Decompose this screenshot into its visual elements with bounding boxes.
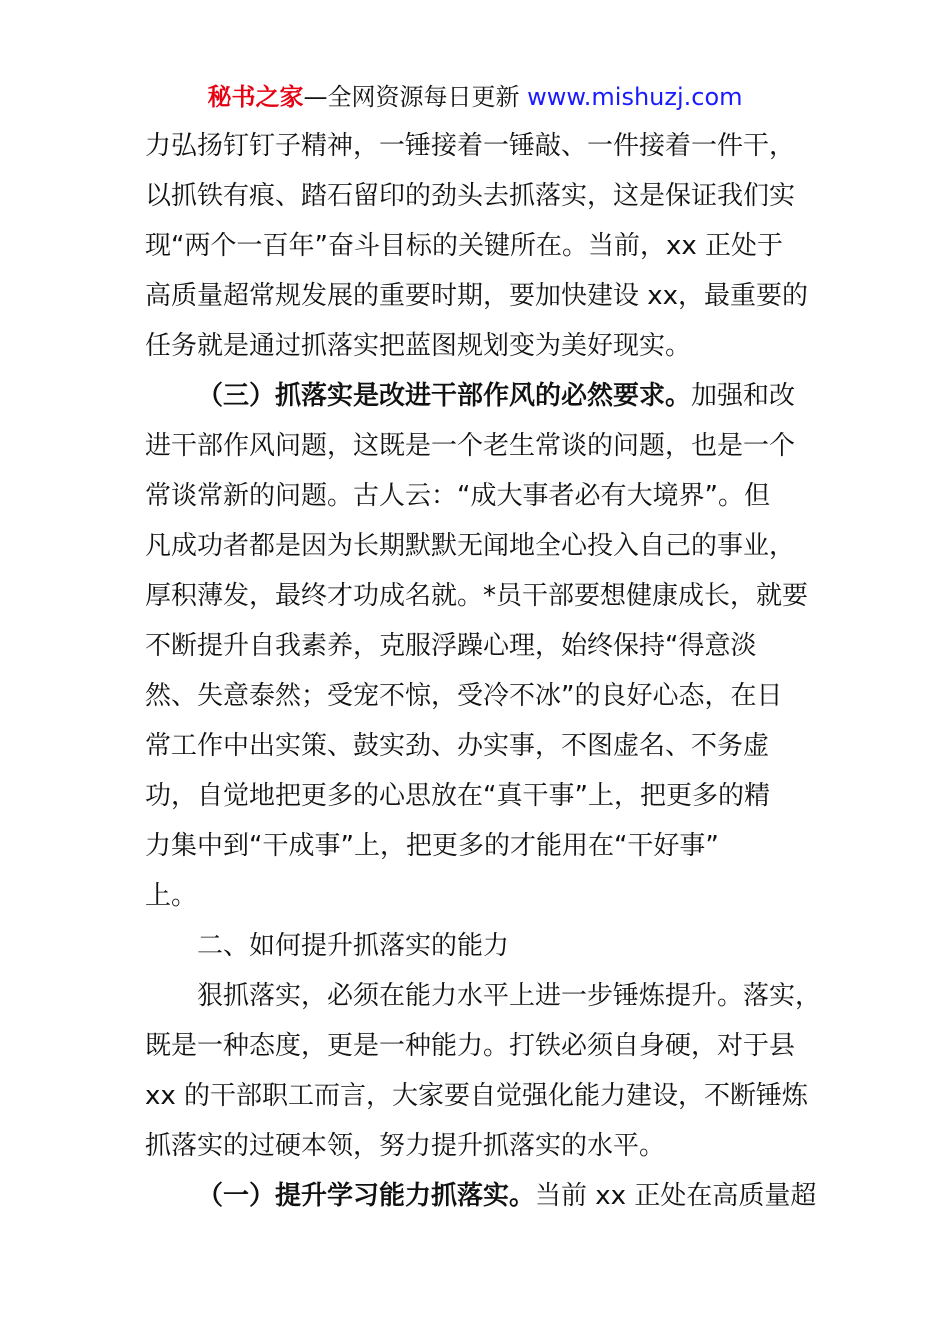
- line-text: 任务就是通过抓落实把蓝图规划变为美好现实。: [145, 331, 692, 361]
- text-line: [145, 171, 835, 221]
- line-text: 不断提升自我素养，克服浮躁心理，始终保持“得意淡: [145, 631, 757, 661]
- text-line: [145, 821, 835, 871]
- header-brand: 秘书之家: [207, 83, 304, 111]
- text-line: [145, 421, 835, 471]
- text-line: [145, 1121, 835, 1171]
- line-text: 常工作中出实策、鼓实劲、办实事，不图虚名、不务虚: [145, 731, 770, 761]
- line-text: 功，自觉地把更多的心思放在“真干事”上，把更多的精: [145, 781, 770, 811]
- text-line: [145, 121, 835, 171]
- line-text: 进干部作风问题，这既是一个老生常谈的问题，也是一个: [145, 431, 796, 461]
- header-site-url[interactable]: www.mishuzj.com: [527, 83, 743, 111]
- line-text: 常谈常新的问题。古人云：“成大事者必有大境界”。但: [145, 481, 770, 511]
- text-line: [145, 521, 835, 571]
- text-line: [145, 621, 835, 671]
- bold-heading: （一）提升学习能力抓落实。: [197, 1181, 536, 1211]
- line-text: 然、失意泰然；受宠不惊，受冷不冰”的良好心态，在日: [145, 681, 783, 711]
- line-text: 现“两个一百年”奋斗目标的关键所在。当前，xx 正处于: [145, 231, 783, 261]
- text-line: [145, 371, 835, 421]
- line-text: 以抓铁有痕、踏石留印的劲头去抓落实，这是保证我们实: [145, 181, 796, 211]
- text-line: [145, 321, 835, 371]
- text-line: [145, 571, 835, 621]
- bold-heading: （三）抓落实是改进干部作风的必然要求。: [197, 381, 692, 411]
- text-line: [145, 1021, 835, 1071]
- document-body: [145, 121, 835, 1221]
- text-line: [145, 221, 835, 271]
- line-text: 当前 xx 正处在高质量超: [535, 1181, 817, 1211]
- line-text: 力弘扬钉钉子精神，一锤接着一锤敲、一件接着一件干，: [145, 131, 796, 161]
- text-line: [145, 671, 835, 721]
- text-line: [145, 921, 835, 971]
- text-line: [145, 721, 835, 771]
- text-line: [145, 471, 835, 521]
- text-line: [145, 271, 835, 321]
- text-line: [145, 1071, 835, 1121]
- text-line: [145, 1171, 835, 1221]
- line-text: 二、如何提升抓落实的能力: [197, 931, 510, 961]
- text-line: [145, 871, 835, 921]
- text-line: [145, 771, 835, 821]
- line-text: 凡成功者都是因为长期默默无闻地全心投入自己的事业，: [145, 531, 796, 561]
- line-text: 高质量超常规发展的重要时期，要加快建设 xx，最重要的: [145, 281, 809, 311]
- line-text: 厚积薄发，最终才功成名就。*员干部要想健康成长，就要: [145, 581, 809, 611]
- line-text: 既是一种态度，更是一种能力。打铁必须自身硬，对于县: [145, 1031, 796, 1061]
- line-text: 力集中到“干成事”上，把更多的才能用在“干好事”: [145, 831, 719, 861]
- line-text: xx 的干部职工而言，大家要自觉强化能力建设，不断锤炼: [145, 1081, 809, 1111]
- page-header: [0, 80, 950, 114]
- line-text: 上。: [145, 881, 198, 911]
- line-text: 狠抓落实，必须在能力水平上进一步锤炼提升。落实，: [197, 981, 822, 1011]
- line-text: 加强和改: [691, 381, 796, 411]
- text-line: [145, 971, 835, 1021]
- line-text: 抓落实的过硬本领，努力提升抓落实的水平。: [145, 1131, 666, 1161]
- header-tagline: —全网资源每日更新: [303, 83, 520, 111]
